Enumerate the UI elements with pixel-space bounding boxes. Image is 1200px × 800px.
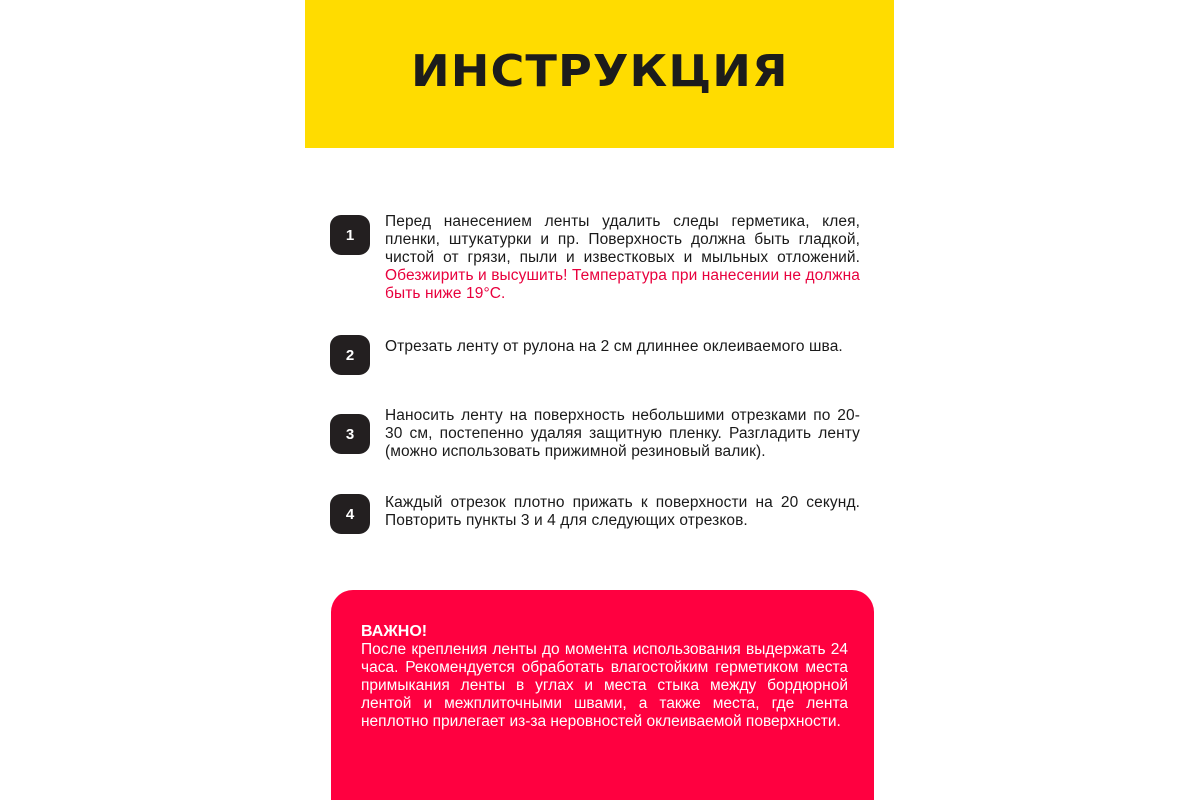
notice-text: После крепления ленты до момента использования выдержать 24 часа. Рекомендуется обработать влагостойким герметиком места примыкания ленты в углах и места стыка между бордюрной лентой и межплиточными швами, а также места, где лента неплотно прилегает из-за неровностей оклеиваемой поверхности. [361, 641, 848, 730]
step-text: Наносить ленту на поверхность небольшими отрезками по 20-30 см, постепенно удаляя защитную пленку. Разгладить ленту (можно использовать прижимной резиновый валик). [385, 407, 860, 460]
step-body: Перед нанесением ленты удалить следы герметика, клея, пленки, штукатурки и пр. Поверхность должна быть гладкой, чистой от грязи, пыли и известковых и мыльных отложений. [385, 213, 860, 266]
step-number-badge: 1 [330, 215, 370, 255]
step-text: Каждый отрезок плотно прижать к поверхности на 20 секунд. Повторить пункты 3 и 4 для следующих отрезков. [385, 494, 860, 529]
step-number-badge: 4 [330, 494, 370, 534]
step-text [385, 213, 860, 303]
step-number-badge: 3 [330, 414, 370, 454]
important-notice [331, 590, 874, 800]
step-text: Отрезать ленту от рулона на 2 см длиннее оклеиваемого шва. [385, 338, 843, 355]
step-number-badge: 2 [330, 335, 370, 375]
instruction-sheet [305, 0, 894, 800]
page-title: ИНСТРУКЦИЯ [410, 45, 789, 97]
notice-title: ВАЖНО! [361, 623, 428, 640]
header-banner [305, 0, 894, 148]
step-highlight: Обезжирить и высушить! Температура при нанесении не должна быть ниже 19°С. [385, 267, 860, 302]
